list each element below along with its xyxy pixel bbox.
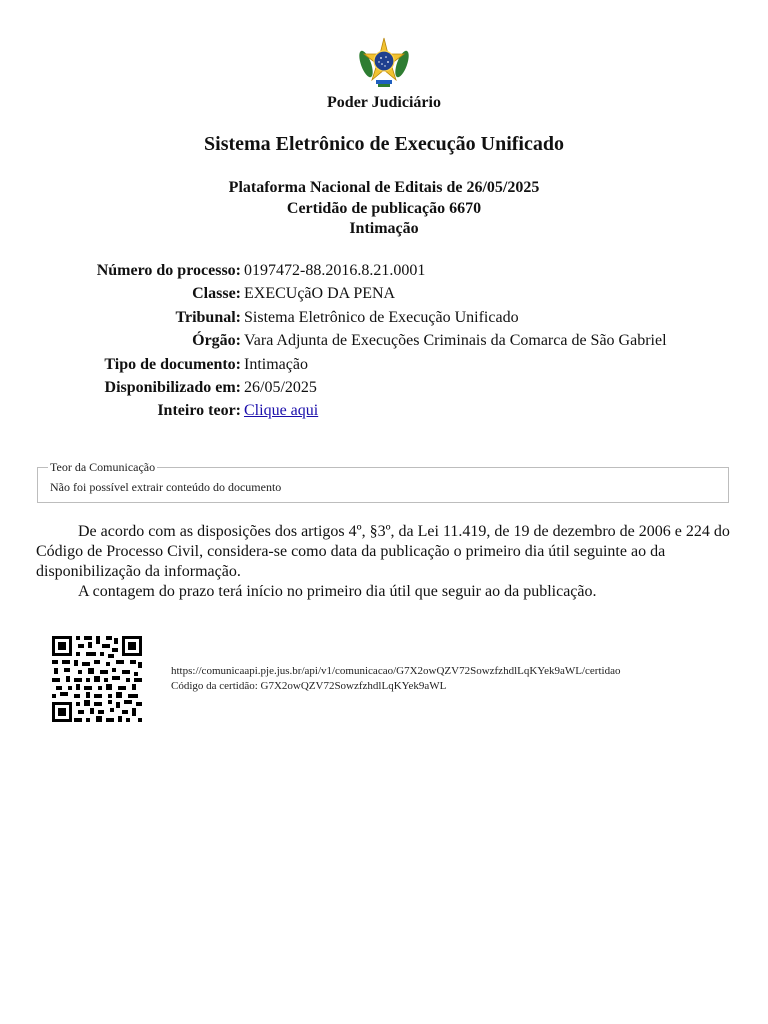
detail-row-organ: [0, 331, 684, 351]
detail-label: Órgão:: [192, 332, 241, 350]
legal-paragraph-2: A contagem do prazo terá início no primeiro dia útil que seguir ao da publicação.: [78, 583, 597, 600]
detail-label: Classe:: [192, 285, 241, 303]
detail-value: Sistema Eletrônico de Execução Unificado: [244, 308, 519, 326]
detail-row-class: [0, 284, 684, 304]
detail-label: Inteiro teor:: [157, 402, 241, 420]
legal-paragraph-1: De acordo com as disposições dos artigos 4º, §3º, da Lei 11.419, de 19 de dezembro de 2006 e 224 do Código de Processo Civil, considera-se como data da publicação o primeiro dia útil seguinte ao da disponibilização da informação.: [36, 523, 730, 580]
system-title: Sistema Eletrônico de Execução Unificado: [204, 133, 564, 155]
document-type-line: Intimação: [349, 220, 419, 237]
detail-label: Tipo de documento:: [104, 355, 241, 373]
full-text-link[interactable]: Clique aqui: [244, 402, 319, 420]
legal-notice: [36, 522, 732, 602]
detail-row-full-text: [0, 401, 684, 421]
detail-row-process: [0, 261, 684, 281]
detail-row-available: [0, 378, 684, 398]
brazil-coat-of-arms-icon: [356, 36, 412, 92]
detail-row-document-type: [0, 355, 684, 375]
certificate-line: Certidão de publicação 6670: [286, 199, 482, 217]
detail-label: Disponibilizado em:: [104, 378, 241, 396]
detail-value: EXECUçãO DA PENA: [244, 285, 396, 303]
communication-text: Não foi possível extrair conteúdo do documento: [50, 480, 282, 494]
certificate-code: Código da certidão: G7X2owQZV72SowzfzhdlLqKYek9aWL: [171, 680, 447, 692]
qr-code-icon: [50, 634, 144, 724]
detail-label: Tribunal:: [175, 308, 241, 326]
detail-value: 0197472-88.2016.8.21.0001: [244, 262, 426, 279]
details-table: [0, 261, 684, 425]
detail-label: Número do processo:: [96, 262, 241, 279]
detail-value: Intimação: [244, 355, 308, 373]
publication-header: [0, 178, 768, 240]
detail-value: 26/05/2025: [244, 378, 317, 396]
certificate-url: https://comunicaapi.pje.jus.br/api/v1/comunicacao/G7X2owQZV72SowzfzhdlLqKYek9aWL/certidao: [171, 665, 621, 677]
detail-value: Vara Adjunta de Execuções Criminais da Comarca de São Gabriel: [244, 332, 667, 350]
platform-line: Plataforma Nacional de Editais de 26/05/2025: [228, 179, 540, 196]
verification-info: [171, 664, 620, 694]
communication-legend: Teor da Comunicação: [50, 460, 156, 474]
detail-row-court: [0, 308, 684, 328]
org-title: Poder Judiciário: [327, 94, 441, 111]
